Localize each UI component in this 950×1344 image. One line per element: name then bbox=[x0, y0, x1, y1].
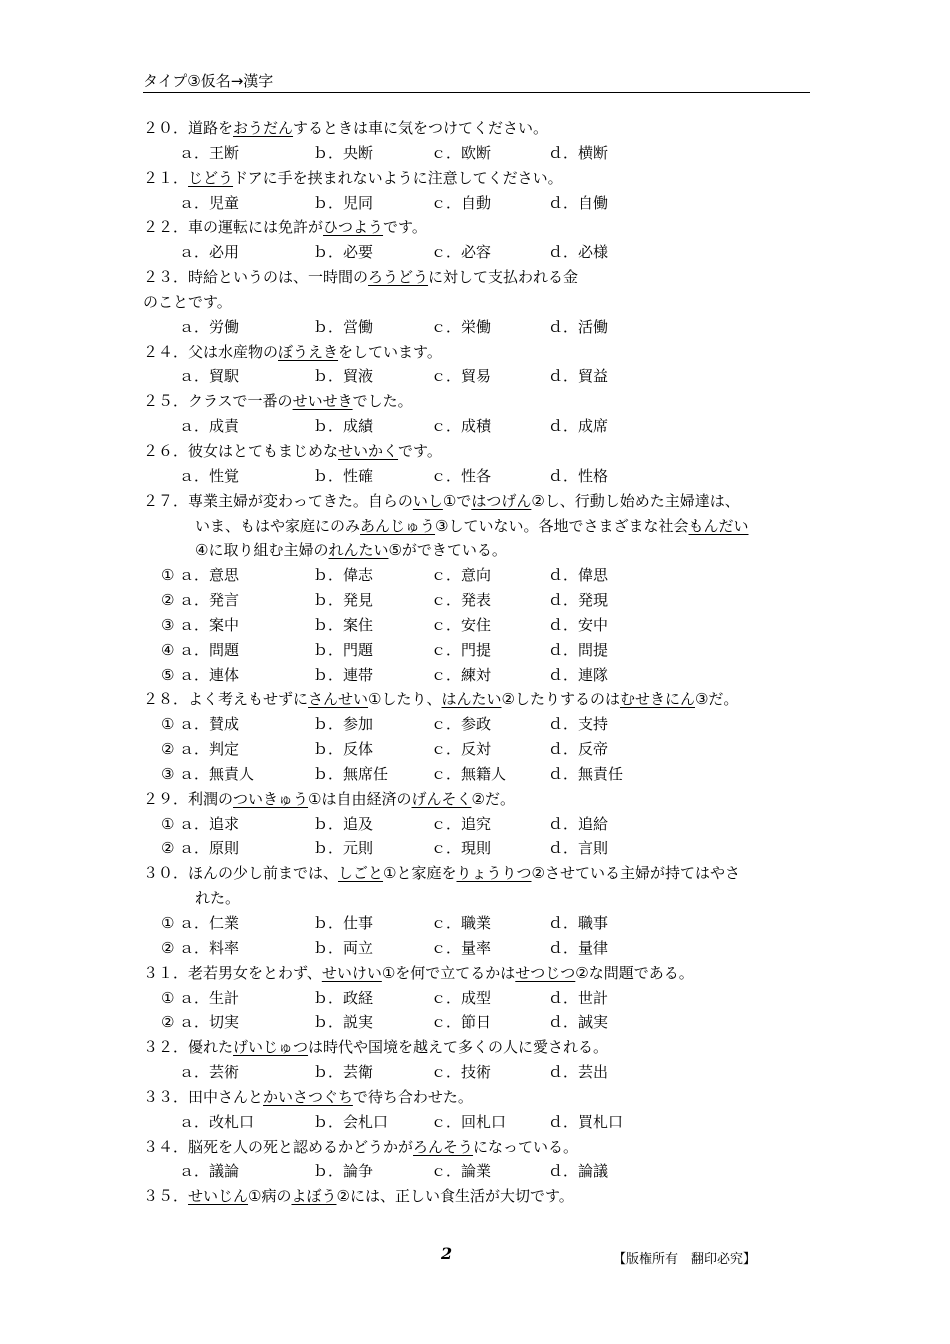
answer-choice[interactable]: ａ．案中 bbox=[179, 615, 240, 634]
question-text: ３３．田中さんと bbox=[143, 1087, 264, 1106]
option-row bbox=[143, 812, 823, 837]
question-text: ２２．車の運転には免許が bbox=[143, 218, 324, 237]
answer-choice[interactable]: ｄ．安中 bbox=[548, 615, 609, 634]
underlined-kana: しごと bbox=[338, 864, 384, 883]
answer-choice[interactable]: ｄ．偉思 bbox=[548, 566, 609, 585]
question-text: ⑤ができている。 bbox=[388, 541, 507, 560]
sub-question-label: ② bbox=[161, 740, 175, 759]
question-line bbox=[143, 1184, 823, 1209]
underlined-kana: せいけい bbox=[321, 963, 382, 982]
sub-question-label: ① bbox=[161, 566, 175, 585]
question-line bbox=[143, 439, 823, 464]
answer-choice[interactable]: ａ．追求 bbox=[179, 814, 240, 833]
option-row bbox=[143, 464, 823, 489]
question-text: れた。 bbox=[195, 889, 241, 908]
question-text: で待ち合わせた。 bbox=[352, 1087, 473, 1106]
option-row bbox=[143, 563, 823, 588]
question-text: ２５．クラスで一番の bbox=[143, 392, 293, 411]
answer-choice[interactable]: ｄ．成席 bbox=[548, 417, 609, 436]
answer-choice[interactable]: ａ．問題 bbox=[179, 640, 240, 659]
answer-choice[interactable]: ｂ．門題 bbox=[313, 640, 374, 659]
answer-choice[interactable]: ｄ．活働 bbox=[548, 317, 609, 336]
answer-choice[interactable]: ｃ．意向 bbox=[431, 566, 492, 585]
question-line bbox=[143, 1135, 823, 1160]
question-text: ①と家庭を bbox=[383, 864, 457, 883]
answer-choice[interactable]: ｄ．性格 bbox=[548, 466, 609, 485]
underlined-kana: ついきゅう bbox=[233, 789, 309, 808]
option-row bbox=[143, 986, 823, 1011]
answer-choice[interactable]: ａ．連体 bbox=[179, 665, 240, 684]
answer-choice[interactable]: ｃ．栄働 bbox=[431, 317, 492, 336]
sub-question-label: ② bbox=[161, 1013, 175, 1032]
page-number: 2 bbox=[441, 1244, 453, 1263]
answer-choice[interactable]: ｃ．成積 bbox=[431, 417, 492, 436]
option-row bbox=[143, 414, 823, 439]
question-text: ３１．老若男女をとわず、 bbox=[143, 963, 322, 982]
question-block bbox=[143, 265, 823, 340]
question-text: です。 bbox=[398, 441, 442, 460]
answer-choice[interactable]: ｄ．連隊 bbox=[548, 665, 609, 684]
question-text: ２１． bbox=[143, 168, 189, 187]
underlined-kana: かいさつぐち bbox=[263, 1087, 353, 1106]
answer-choice[interactable]: ｂ．参加 bbox=[313, 715, 374, 734]
option-row bbox=[143, 911, 823, 936]
question-text: をしています。 bbox=[338, 342, 442, 361]
underlined-kana: れんたい bbox=[328, 541, 389, 560]
question-text: ②したりするのは bbox=[501, 690, 620, 709]
answer-choice[interactable]: ｃ．論業 bbox=[431, 1162, 492, 1181]
header-title: タイプ③仮名→漢字 bbox=[143, 72, 274, 90]
question-text: ２６．彼女はとてもまじめな bbox=[143, 441, 339, 460]
question-text: ②させている主婦が持てはやさ bbox=[531, 864, 740, 883]
answer-choice[interactable]: ａ．生計 bbox=[179, 988, 240, 1007]
answer-choice[interactable]: ｂ．性確 bbox=[313, 466, 374, 485]
underlined-kana: よぼう bbox=[291, 1187, 337, 1206]
answer-choice[interactable]: ａ．改札口 bbox=[179, 1112, 255, 1131]
answer-choice[interactable]: ａ．意思 bbox=[179, 566, 240, 585]
question-block bbox=[143, 215, 823, 265]
answer-choice[interactable]: ｃ．参政 bbox=[431, 715, 492, 734]
answer-choice[interactable]: ｄ．芸出 bbox=[548, 1063, 609, 1082]
answer-choice[interactable]: ｂ．論争 bbox=[313, 1162, 374, 1181]
answer-choice[interactable]: ｃ．成型 bbox=[431, 988, 492, 1007]
copyright-notice: 【版権所有 翻印必究】 bbox=[613, 1252, 757, 1267]
question-text: です。 bbox=[383, 218, 427, 237]
answer-choice[interactable]: ｂ．児同 bbox=[313, 193, 374, 212]
answer-choice[interactable]: ｄ．誠実 bbox=[548, 1013, 609, 1032]
question-text: に対して支払われる金 bbox=[428, 268, 579, 287]
question-text: になっている。 bbox=[473, 1137, 579, 1156]
option-row bbox=[143, 191, 823, 216]
question-line bbox=[143, 265, 823, 290]
answer-choice[interactable]: ａ．無責人 bbox=[179, 764, 255, 783]
question-line bbox=[143, 787, 823, 812]
answer-choice[interactable]: ａ．賛成 bbox=[179, 715, 240, 734]
question-line bbox=[143, 961, 823, 986]
option-row bbox=[143, 613, 823, 638]
sub-question-label: ③ bbox=[161, 764, 175, 783]
answer-choice[interactable]: ｃ．発表 bbox=[431, 591, 492, 610]
question-text: ①病の bbox=[248, 1187, 292, 1206]
sub-question-label: ① bbox=[161, 914, 175, 932]
question-block bbox=[143, 340, 823, 390]
answer-choice[interactable]: ｃ．門提 bbox=[431, 640, 492, 659]
answer-choice[interactable]: ｃ．職業 bbox=[431, 914, 492, 932]
underlined-kana: ぼうえき bbox=[278, 342, 339, 361]
option-row bbox=[143, 1060, 823, 1085]
answer-choice[interactable]: ｄ．支持 bbox=[548, 715, 609, 734]
option-row bbox=[143, 315, 823, 340]
question-text: ①は自由経済の bbox=[308, 789, 412, 808]
sub-question-label: ③ bbox=[161, 615, 175, 634]
option-row bbox=[143, 712, 823, 737]
question-text: は時代や国境を越えて多くの人に愛される。 bbox=[308, 1038, 609, 1057]
question-text: ①を何で立てるかは bbox=[381, 963, 516, 982]
question-text: ３２．優れた bbox=[143, 1038, 234, 1057]
option-row bbox=[143, 1159, 823, 1184]
underlined-kana: さんせい bbox=[308, 690, 369, 709]
answer-choice[interactable]: ｃ．欧断 bbox=[431, 143, 492, 162]
answer-choice[interactable]: ａ．王断 bbox=[179, 143, 240, 162]
answer-choice[interactable]: ｂ．会札口 bbox=[313, 1112, 389, 1131]
answer-choice[interactable]: ｂ．偉志 bbox=[313, 566, 374, 585]
answer-choice[interactable]: ｄ．追給 bbox=[548, 814, 609, 833]
option-row bbox=[143, 364, 823, 389]
question-text: ２３．時給というのは、一時間の bbox=[143, 268, 369, 287]
answer-choice[interactable]: ｂ．説実 bbox=[313, 1013, 374, 1032]
answer-choice[interactable]: ａ．児童 bbox=[179, 193, 240, 212]
answer-choice[interactable]: ａ．原則 bbox=[179, 839, 240, 858]
answer-choice[interactable]: ｂ．両立 bbox=[313, 938, 374, 957]
underlined-kana: あんじゅう bbox=[360, 516, 436, 535]
answer-choice[interactable]: ａ．労働 bbox=[179, 317, 240, 336]
answer-choice[interactable]: ｄ．論議 bbox=[548, 1162, 609, 1181]
question-text: いま、もはや家庭にのみ bbox=[195, 516, 361, 535]
question-line bbox=[143, 389, 823, 414]
question-line bbox=[143, 215, 823, 240]
question-block bbox=[143, 166, 823, 216]
answer-choice[interactable]: ｄ．発現 bbox=[548, 591, 609, 610]
underlined-kana: せいかく bbox=[338, 441, 399, 460]
question-line bbox=[143, 166, 823, 191]
underlined-kana: りょうりつ bbox=[456, 864, 532, 883]
question-text: ③していない。各地でさまざまな社会 bbox=[435, 516, 689, 535]
underlined-kana: おうだん bbox=[233, 119, 294, 137]
option-row bbox=[143, 141, 823, 166]
underlined-kana: はつげん bbox=[471, 491, 532, 510]
answer-choice[interactable]: ｂ．反体 bbox=[313, 740, 374, 759]
question-continuation bbox=[143, 538, 823, 563]
answer-choice[interactable]: ｄ．量律 bbox=[548, 938, 609, 957]
answer-choice[interactable]: ｂ．政経 bbox=[313, 988, 374, 1007]
option-row bbox=[143, 762, 823, 787]
answer-choice[interactable]: ｂ．営働 bbox=[313, 317, 374, 336]
question-block bbox=[143, 489, 823, 688]
answer-choice[interactable]: ａ．仁業 bbox=[179, 914, 240, 932]
page-header bbox=[143, 68, 810, 93]
question-block bbox=[143, 1184, 823, 1209]
answer-choice[interactable]: ｃ．現則 bbox=[431, 839, 492, 858]
question-text: ②には、正しい食生活が大切です。 bbox=[336, 1187, 574, 1206]
answer-choice[interactable]: ｃ．反対 bbox=[431, 740, 492, 759]
question-block bbox=[143, 116, 823, 166]
underlined-kana: もんだい bbox=[688, 516, 749, 535]
answer-choice[interactable]: ｂ．追及 bbox=[313, 814, 374, 833]
option-row bbox=[143, 663, 823, 688]
question-text: でした。 bbox=[352, 392, 413, 411]
underlined-kana: げいじゅつ bbox=[233, 1038, 309, 1057]
sub-question-label: ① bbox=[161, 715, 175, 734]
underlined-kana: せいせき bbox=[292, 392, 353, 411]
question-block bbox=[143, 439, 823, 489]
option-row bbox=[143, 240, 823, 265]
answer-choice[interactable]: ａ．発言 bbox=[179, 591, 240, 610]
sub-question-label: ④ bbox=[161, 640, 175, 659]
question-line bbox=[143, 116, 823, 141]
question-tail bbox=[143, 290, 823, 315]
question-block bbox=[143, 961, 823, 1036]
answer-choice[interactable]: ｄ．世計 bbox=[548, 988, 609, 1007]
answer-choice[interactable]: ｃ．回札口 bbox=[431, 1112, 507, 1131]
question-line bbox=[143, 687, 823, 712]
question-text: ④に取り組む主婦の bbox=[195, 541, 329, 560]
answer-choice[interactable]: ｂ．無席任 bbox=[313, 764, 389, 783]
answer-choice[interactable]: ｃ．安住 bbox=[431, 615, 492, 634]
question-text: ２８．よく考えもせずに bbox=[143, 690, 309, 709]
question-text: ２７．専業主婦が変わってきた。自らの bbox=[143, 491, 413, 510]
question-line bbox=[143, 489, 823, 514]
question-continuation bbox=[143, 514, 823, 539]
question-line bbox=[143, 861, 823, 886]
question-text: のことです。 bbox=[143, 292, 232, 311]
answer-choice[interactable]: ｂ．連帯 bbox=[313, 665, 374, 684]
answer-choice[interactable]: ａ．必用 bbox=[179, 243, 240, 262]
answer-choice[interactable]: ｄ．言則 bbox=[548, 839, 609, 858]
answer-choice[interactable]: ｂ．芸衛 bbox=[313, 1063, 374, 1082]
underlined-kana: ひつよう bbox=[323, 218, 384, 237]
underlined-kana: せいじん bbox=[188, 1187, 249, 1206]
answer-choice[interactable]: ａ．成責 bbox=[179, 417, 240, 436]
answer-choice[interactable]: ｄ．自働 bbox=[548, 193, 609, 212]
option-row bbox=[143, 936, 823, 961]
answer-choice[interactable]: ｄ．職事 bbox=[548, 914, 609, 932]
sub-question-label: ⑤ bbox=[161, 665, 175, 684]
sub-question-label: ② bbox=[161, 591, 175, 610]
question-text: ドアに手を挟まれないように注意してください。 bbox=[233, 168, 563, 187]
answer-choice[interactable]: ａ．芸術 bbox=[179, 1063, 240, 1082]
option-row bbox=[143, 737, 823, 762]
question-block bbox=[143, 389, 823, 439]
underlined-kana: はんたい bbox=[441, 690, 502, 709]
sub-question-label: ② bbox=[161, 938, 175, 957]
question-line bbox=[143, 1035, 823, 1060]
answer-choice[interactable]: ｂ．央断 bbox=[313, 143, 374, 162]
question-block bbox=[143, 1035, 823, 1085]
question-text: ３４．脳死を人の死と認めるかどうかが bbox=[143, 1137, 414, 1156]
answer-choice[interactable]: ｃ．量率 bbox=[431, 938, 492, 957]
sub-question-label: ② bbox=[161, 839, 175, 858]
answer-choice[interactable]: ｄ．必様 bbox=[548, 243, 609, 262]
answer-choice[interactable]: ａ．判定 bbox=[179, 740, 240, 759]
question-line bbox=[143, 340, 823, 365]
option-row bbox=[143, 1010, 823, 1035]
question-text: ③だ。 bbox=[694, 690, 739, 709]
answer-choice[interactable]: ｄ．無責任 bbox=[548, 764, 624, 783]
question-text: ①で bbox=[442, 491, 472, 510]
underlined-kana: ろうどう bbox=[368, 268, 429, 287]
option-row bbox=[143, 638, 823, 663]
underlined-kana: じどう bbox=[188, 168, 234, 187]
question-continuation bbox=[143, 886, 823, 911]
question-text: ３５． bbox=[143, 1187, 189, 1206]
question-text: するときは車に気をつけてください。 bbox=[293, 119, 549, 137]
answer-choice[interactable]: ｃ．追究 bbox=[431, 814, 492, 833]
answer-choice[interactable]: ｃ．技術 bbox=[431, 1063, 492, 1082]
question-block bbox=[143, 1085, 823, 1135]
question-list bbox=[143, 116, 823, 1209]
question-text: ２０．道路を bbox=[143, 119, 234, 137]
option-row bbox=[143, 836, 823, 861]
underlined-kana: むせきにん bbox=[619, 690, 695, 709]
answer-choice[interactable]: ａ．料率 bbox=[179, 938, 240, 957]
question-block bbox=[143, 787, 823, 862]
underlined-kana: せつじつ bbox=[515, 963, 576, 982]
underlined-kana: げんそく bbox=[411, 789, 472, 808]
answer-choice[interactable]: ｃ．節日 bbox=[431, 1013, 492, 1032]
answer-choice[interactable]: ｂ．案住 bbox=[313, 615, 374, 634]
answer-choice[interactable]: ｂ．発見 bbox=[313, 591, 374, 610]
underlined-kana: いし bbox=[412, 491, 443, 510]
answer-choice[interactable]: ｃ．無籍人 bbox=[431, 764, 507, 783]
answer-choice[interactable]: ｄ．反帝 bbox=[548, 740, 609, 759]
question-block bbox=[143, 861, 823, 960]
question-block bbox=[143, 1135, 823, 1185]
question-text: ２９．利潤の bbox=[143, 789, 234, 808]
option-row bbox=[143, 588, 823, 613]
answer-choice[interactable]: ｃ．必容 bbox=[431, 243, 492, 262]
question-line bbox=[143, 1085, 823, 1110]
question-text: ②だ。 bbox=[471, 789, 515, 808]
question-text: ２４．父は水産物の bbox=[143, 342, 279, 361]
answer-choice[interactable]: ｃ．自動 bbox=[431, 193, 492, 212]
answer-choice[interactable]: ｄ．問提 bbox=[548, 640, 609, 659]
answer-choice[interactable]: ｂ．貿液 bbox=[313, 367, 374, 386]
underlined-kana: ろんそう bbox=[413, 1137, 474, 1156]
question-text: ３０．ほんの少し前までは、 bbox=[143, 864, 339, 883]
question-text: ①したり、 bbox=[368, 690, 442, 709]
answer-choice[interactable]: ｄ．買札口 bbox=[548, 1112, 624, 1131]
answer-choice[interactable]: ｂ．成績 bbox=[313, 417, 374, 436]
answer-choice[interactable]: ｄ．貿益 bbox=[548, 367, 609, 386]
sub-question-label: ① bbox=[161, 988, 175, 1007]
sub-question-label: ① bbox=[161, 814, 175, 833]
answer-choice[interactable]: ｃ．性各 bbox=[431, 466, 492, 485]
answer-choice[interactable]: ｂ．元則 bbox=[313, 839, 374, 858]
answer-choice[interactable]: ａ．議論 bbox=[179, 1162, 240, 1181]
answer-choice[interactable]: ｂ．必要 bbox=[313, 243, 374, 262]
answer-choice[interactable]: ｂ．仕事 bbox=[313, 914, 374, 932]
answer-choice[interactable]: ａ．性覚 bbox=[179, 466, 240, 485]
answer-choice[interactable]: ｃ．練対 bbox=[431, 665, 492, 684]
question-text: ②な問題である。 bbox=[575, 963, 694, 982]
option-row bbox=[143, 1110, 823, 1135]
question-text: ②し、行動し始めた主婦達は、 bbox=[531, 491, 740, 510]
answer-choice[interactable]: ａ．貿駅 bbox=[179, 367, 240, 386]
answer-choice[interactable]: ｄ．横断 bbox=[548, 143, 609, 162]
answer-choice[interactable]: ａ．切実 bbox=[179, 1013, 240, 1032]
answer-choice[interactable]: ｃ．貿易 bbox=[431, 367, 492, 386]
question-block bbox=[143, 687, 823, 786]
